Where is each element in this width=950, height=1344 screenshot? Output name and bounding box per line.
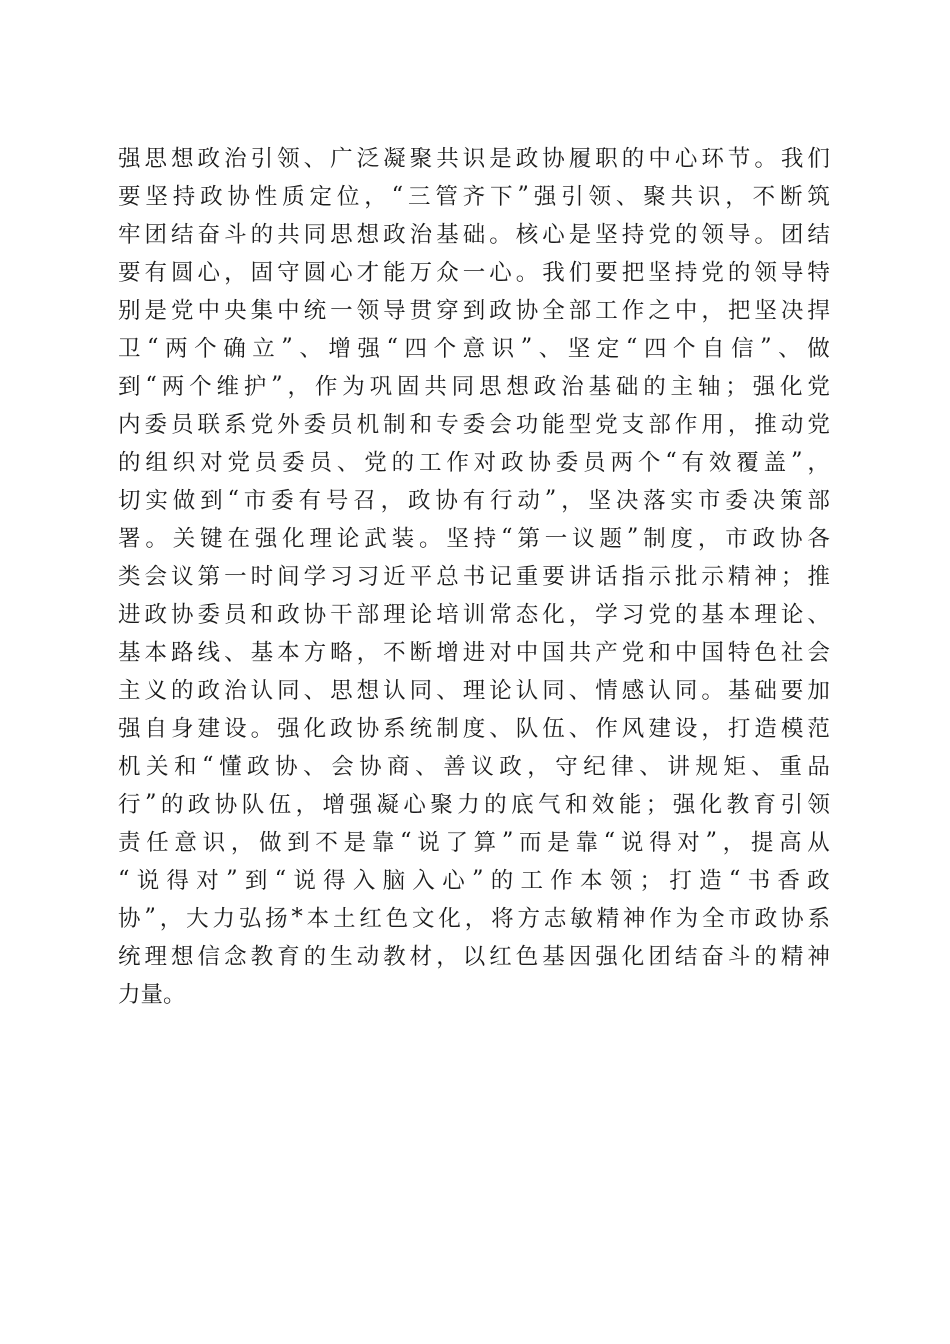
text-line: 切 实 做 到 “ 市 委 有 号 召 ， 政 协 有 行 动 ” ， 坚 决 落 实 市 委 决 策 部 [118, 486, 830, 514]
text-line: 行 ” 的 政 协 队 伍 ， 增 强 凝 心 聚 力 的 底 气 和 效 能 ； 强 化 教 育 引 领 [118, 790, 830, 818]
text-line: 要 坚 持 政 协 性 质 定 位 ， “ 三 管 齐 下 ” 强 引 领 、 聚 共 识 ， 不 断 筑 [118, 182, 830, 210]
text-line: 别 是 党 中 央 集 中 统 一 领 导 贯 穿 到 政 协 全 部 工 作 之 中 ， 把 坚 决 捍 [118, 298, 830, 324]
text-line: 协 ” ， 大 力 弘 扬 * 本 土 红 色 文 化 ， 将 方 志 敏 精 神 作 为 全 市 政 协 系 [118, 904, 830, 932]
text-line: 类 会 议 第 一 时 间 学 习 习 近 平 总 书 记 重 要 讲 话 指 示 批 示 精 神 ； 推 [118, 564, 830, 590]
text-line: 到 “ 两 个 维 护 ” ， 作 为 巩 固 共 同 思 想 政 治 基 础 的 主 轴 ； 强 化 党 [118, 372, 830, 400]
text-line: 统 理 想 信 念 教 育 的 生 动 教 材 ， 以 红 色 基 因 强 化 团 结 奋 斗 的 精 神 [118, 944, 830, 970]
text-line: 要 有 圆 心 ， 固 守 圆 心 才 能 万 众 一 心 。 我 们 要 把 坚 持 党 的 领 导 特 [118, 260, 830, 286]
body-paragraph [118, 138, 830, 1012]
text-line: 责 任 意 识 ， 做 到 不 是 靠 “ 说 了 算 ” 而 是 靠 “ 说 得 对 ” ， 提 高 从 [118, 828, 830, 856]
text-line: 进 政 协 委 员 和 政 协 干 部 理 论 培 训 常 态 化 ， 学 习 党 的 基 本 理 论 、 [118, 602, 830, 628]
text-line: 的 组 织 对 党 员 委 员 、 党 的 工 作 对 政 协 委 员 两 个 “ 有 效 覆 盖 ” ， [118, 448, 830, 476]
text-line: 内 委 员 联 系 党 外 委 员 机 制 和 专 委 会 功 能 型 党 支 部 作 用 ， 推 动 党 [118, 412, 830, 438]
text-line: 署 。 关 键 在 强 化 理 论 武 装 。 坚 持 “ 第 一 议 题 ” 制 度 ， 市 政 协 各 [118, 524, 830, 552]
text-line: 强 自 身 建 设 。 强 化 政 协 系 统 制 度 、 队 伍 、 作 风 建 设 ， 打 造 模 范 [118, 716, 830, 742]
text-line: 机 关 和 “ 懂 政 协 、 会 协 商 、 善 议 政 ， 守 纪 律 、 讲 规 矩 、 重 品 [118, 752, 830, 780]
text-line: 强 思 想 政 治 引 领 、 广 泛 凝 聚 共 识 是 政 协 履 职 的 中 心 环 节 。 我 们 [118, 146, 830, 172]
text-line: 基 本 路 线 、 基 本 方 略 ， 不 断 增 进 对 中 国 共 产 党 和 中 国 特 色 社 会 [118, 640, 830, 666]
text-line: 牢 团 结 奋 斗 的 共 同 思 想 政 治 基 础 。 核 心 是 坚 持 党 的 领 导 。 团 结 [118, 222, 830, 248]
text-line: 力量。 [118, 982, 186, 1008]
text-line: 主 义 的 政 治 认 同 、 思 想 认 同 、 理 论 认 同 、 情 感 认 同 。 基 础 要 加 [118, 678, 830, 704]
text-line: “ 说 得 对 ” 到 “ 说 得 入 脑 入 心 ” 的 工 作 本 领 ； 打 造 “ 书 香 政 [118, 866, 830, 894]
text-line: 卫 “ 两 个 确 立 ” 、 增 强 “ 四 个 意 识 ” 、 坚 定 “ 四 个 自 信 ” 、 做 [118, 334, 830, 362]
